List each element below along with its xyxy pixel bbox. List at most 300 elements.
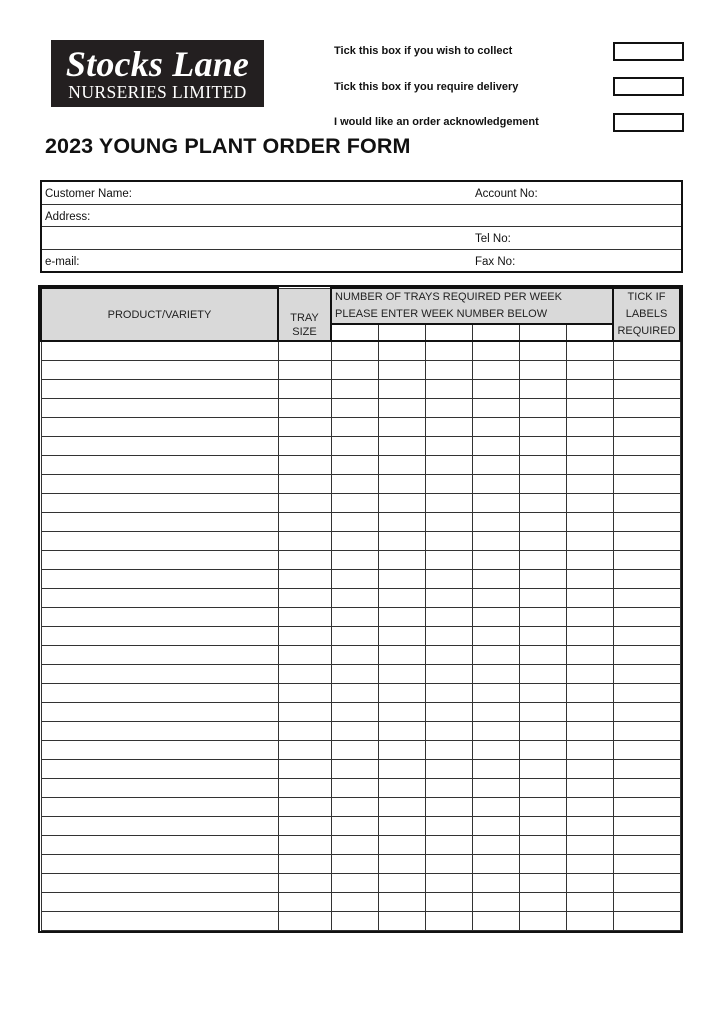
labels-tick-cell[interactable] — [613, 893, 680, 912]
week-quantity-cell[interactable] — [519, 532, 566, 551]
week-quantity-cell[interactable] — [425, 893, 472, 912]
week-quantity-cell[interactable] — [331, 494, 378, 513]
order-row — [41, 779, 680, 798]
week-quantity-cell[interactable] — [331, 817, 378, 836]
product-cell[interactable] — [41, 570, 278, 589]
week-quantity-cell[interactable] — [519, 646, 566, 665]
product-cell[interactable] — [41, 760, 278, 779]
product-cell[interactable] — [41, 855, 278, 874]
week-quantity-cell[interactable] — [331, 341, 378, 361]
labels-tick-cell[interactable] — [613, 760, 680, 779]
company-logo — [51, 40, 264, 107]
week-quantity-cell[interactable] — [472, 874, 519, 893]
week-quantity-cell[interactable] — [472, 608, 519, 627]
week-quantity-cell[interactable] — [425, 437, 472, 456]
labels-header-line-3: REQUIRED — [617, 325, 676, 337]
week-quantity-cell[interactable] — [425, 361, 472, 380]
week-quantity-cell[interactable] — [331, 703, 378, 722]
week-quantity-cell[interactable] — [331, 646, 378, 665]
tray-size-cell[interactable] — [278, 779, 331, 798]
labels-tick-cell[interactable] — [613, 627, 680, 646]
tray-size-cell[interactable] — [278, 665, 331, 684]
tray-size-cell[interactable] — [278, 399, 331, 418]
week-quantity-cell[interactable] — [472, 665, 519, 684]
product-cell[interactable] — [41, 437, 278, 456]
tray-size-cell[interactable] — [278, 456, 331, 475]
product-cell[interactable] — [41, 817, 278, 836]
week-quantity-cell[interactable] — [472, 912, 519, 931]
product-cell[interactable] — [41, 513, 278, 532]
week-quantity-cell[interactable] — [472, 855, 519, 874]
week-quantity-cell[interactable] — [519, 361, 566, 380]
week-quantity-cell[interactable] — [566, 665, 613, 684]
tray-size-cell[interactable] — [278, 437, 331, 456]
product-cell[interactable] — [41, 684, 278, 703]
product-cell[interactable] — [41, 475, 278, 494]
tray-size-cell[interactable] — [278, 551, 331, 570]
week-quantity-cell[interactable] — [331, 874, 378, 893]
week-quantity-cell[interactable] — [519, 779, 566, 798]
week-quantity-cell[interactable] — [566, 798, 613, 817]
week-quantity-cell[interactable] — [331, 836, 378, 855]
week-quantity-cell[interactable] — [566, 570, 613, 589]
week-quantity-cell[interactable] — [519, 589, 566, 608]
week-quantity-cell[interactable] — [425, 589, 472, 608]
labels-tick-cell[interactable] — [613, 779, 680, 798]
week-quantity-cell[interactable] — [519, 665, 566, 684]
week-quantity-cell[interactable] — [472, 589, 519, 608]
week-quantity-cell[interactable] — [331, 475, 378, 494]
delivery-checkbox[interactable] — [613, 77, 684, 96]
week-quantity-cell[interactable] — [472, 646, 519, 665]
week-quantity-cell[interactable] — [331, 399, 378, 418]
tray-size-cell[interactable] — [278, 741, 331, 760]
labels-tick-cell[interactable] — [613, 437, 680, 456]
week-quantity-cell[interactable] — [566, 437, 613, 456]
product-cell[interactable] — [41, 703, 278, 722]
week-quantity-cell[interactable] — [519, 608, 566, 627]
address-label: Address: — [45, 210, 91, 223]
week-quantity-cell[interactable] — [472, 341, 519, 361]
week-quantity-cell[interactable] — [425, 608, 472, 627]
week-quantity-cell[interactable] — [519, 798, 566, 817]
week-quantity-cell[interactable] — [566, 646, 613, 665]
product-cell[interactable] — [41, 361, 278, 380]
week-quantity-cell[interactable] — [566, 608, 613, 627]
week-quantity-cell[interactable] — [378, 760, 425, 779]
week-quantity-cell[interactable] — [331, 912, 378, 931]
week-quantity-cell[interactable] — [425, 760, 472, 779]
week-quantity-cell[interactable] — [519, 893, 566, 912]
week-quantity-cell[interactable] — [472, 703, 519, 722]
week-quantity-cell[interactable] — [425, 456, 472, 475]
week-quantity-cell[interactable] — [472, 684, 519, 703]
week-quantity-cell[interactable] — [331, 418, 378, 437]
week-quantity-cell[interactable] — [519, 684, 566, 703]
week-quantity-cell[interactable] — [472, 399, 519, 418]
address-row[interactable] — [42, 205, 681, 228]
week-quantity-cell[interactable] — [378, 722, 425, 741]
labels-tick-cell[interactable] — [613, 874, 680, 893]
week-quantity-cell[interactable] — [519, 341, 566, 361]
tray-size-cell[interactable] — [278, 893, 331, 912]
week-quantity-cell[interactable] — [425, 855, 472, 874]
product-cell[interactable] — [41, 893, 278, 912]
labels-tick-cell[interactable] — [613, 703, 680, 722]
week-quantity-cell[interactable] — [566, 341, 613, 361]
product-cell[interactable] — [41, 779, 278, 798]
week-quantity-cell[interactable] — [566, 627, 613, 646]
week-quantity-cell[interactable] — [472, 779, 519, 798]
week-quantity-cell[interactable] — [519, 456, 566, 475]
week-quantity-cell[interactable] — [566, 912, 613, 931]
week-quantity-cell[interactable] — [472, 418, 519, 437]
week-quantity-cell[interactable] — [425, 627, 472, 646]
week-quantity-cell[interactable] — [566, 475, 613, 494]
tray-size-cell[interactable] — [278, 798, 331, 817]
week-quantity-cell[interactable] — [566, 418, 613, 437]
week-quantity-cell[interactable] — [425, 494, 472, 513]
labels-tick-cell[interactable] — [613, 684, 680, 703]
product-cell[interactable] — [41, 551, 278, 570]
product-cell[interactable] — [41, 646, 278, 665]
week-quantity-cell[interactable] — [378, 437, 425, 456]
week-quantity-cell[interactable] — [425, 341, 472, 361]
week-quantity-cell[interactable] — [331, 855, 378, 874]
week-quantity-cell[interactable] — [566, 703, 613, 722]
week-quantity-cell[interactable] — [519, 836, 566, 855]
week-quantity-cell[interactable] — [472, 380, 519, 399]
product-cell[interactable] — [41, 608, 278, 627]
product-cell[interactable] — [41, 874, 278, 893]
week-quantity-cell[interactable] — [425, 665, 472, 684]
labels-tick-cell[interactable] — [613, 836, 680, 855]
labels-tick-cell[interactable] — [613, 665, 680, 684]
week-quantity-cell[interactable] — [566, 589, 613, 608]
week-quantity-cell[interactable] — [566, 836, 613, 855]
week-quantity-cell[interactable] — [519, 475, 566, 494]
week-quantity-cell[interactable] — [472, 532, 519, 551]
week-quantity-cell[interactable] — [331, 551, 378, 570]
week-quantity-cell[interactable] — [472, 760, 519, 779]
tray-size-cell[interactable] — [278, 341, 331, 361]
week-quantity-cell[interactable] — [331, 589, 378, 608]
week-quantity-cell[interactable] — [378, 456, 425, 475]
labels-tick-cell[interactable] — [613, 456, 680, 475]
week-number-input[interactable] — [519, 324, 566, 341]
week-quantity-cell[interactable] — [566, 513, 613, 532]
week-quantity-cell[interactable] — [378, 684, 425, 703]
acknowledgement-label: I would like an order acknowledgement — [334, 116, 539, 128]
week-quantity-cell[interactable] — [331, 722, 378, 741]
labels-tick-cell[interactable] — [613, 399, 680, 418]
week-quantity-cell[interactable] — [472, 893, 519, 912]
week-quantity-cell[interactable] — [566, 380, 613, 399]
tray-size-cell[interactable] — [278, 722, 331, 741]
tray-size-cell[interactable] — [278, 684, 331, 703]
product-cell[interactable] — [41, 741, 278, 760]
week-quantity-cell[interactable] — [519, 437, 566, 456]
week-quantity-cell[interactable] — [425, 532, 472, 551]
week-quantity-cell[interactable] — [331, 437, 378, 456]
tray-size-cell[interactable] — [278, 817, 331, 836]
week-quantity-cell[interactable] — [331, 798, 378, 817]
week-quantity-cell[interactable] — [566, 399, 613, 418]
week-quantity-cell[interactable] — [425, 418, 472, 437]
tray-size-cell[interactable] — [278, 532, 331, 551]
week-quantity-cell[interactable] — [566, 817, 613, 836]
product-cell[interactable] — [41, 494, 278, 513]
labels-tick-cell[interactable] — [613, 341, 680, 361]
product-cell[interactable] — [41, 341, 278, 361]
week-quantity-cell[interactable] — [472, 722, 519, 741]
week-quantity-cell[interactable] — [425, 570, 472, 589]
week-quantity-cell[interactable] — [378, 532, 425, 551]
week-quantity-cell[interactable] — [566, 874, 613, 893]
week-quantity-cell[interactable] — [472, 627, 519, 646]
week-quantity-cell[interactable] — [472, 475, 519, 494]
week-quantity-cell[interactable] — [425, 741, 472, 760]
week-number-input[interactable] — [425, 324, 472, 341]
week-quantity-cell[interactable] — [378, 570, 425, 589]
labels-tick-cell[interactable] — [613, 513, 680, 532]
week-quantity-cell[interactable] — [331, 627, 378, 646]
week-quantity-cell[interactable] — [566, 741, 613, 760]
week-quantity-cell[interactable] — [331, 513, 378, 532]
week-quantity-cell[interactable] — [378, 513, 425, 532]
week-quantity-cell[interactable] — [472, 817, 519, 836]
week-number-input[interactable] — [472, 324, 519, 341]
order-row — [41, 798, 680, 817]
week-quantity-cell[interactable] — [566, 722, 613, 741]
week-quantity-cell[interactable] — [378, 741, 425, 760]
week-quantity-cell[interactable] — [472, 513, 519, 532]
week-number-input[interactable] — [566, 324, 613, 341]
labels-tick-cell[interactable] — [613, 912, 680, 931]
week-quantity-cell[interactable] — [378, 893, 425, 912]
week-quantity-cell[interactable] — [331, 741, 378, 760]
week-quantity-cell[interactable] — [331, 532, 378, 551]
week-quantity-cell[interactable] — [425, 475, 472, 494]
week-quantity-cell[interactable] — [472, 551, 519, 570]
tray-size-cell[interactable] — [278, 912, 331, 931]
product-cell[interactable] — [41, 418, 278, 437]
tray-size-cell[interactable] — [278, 589, 331, 608]
week-quantity-cell[interactable] — [331, 665, 378, 684]
week-quantity-cell[interactable] — [519, 551, 566, 570]
product-cell[interactable] — [41, 836, 278, 855]
labels-tick-cell[interactable] — [613, 608, 680, 627]
week-quantity-cell[interactable] — [519, 418, 566, 437]
week-quantity-cell[interactable] — [519, 494, 566, 513]
week-quantity-cell[interactable] — [519, 722, 566, 741]
week-quantity-cell[interactable] — [519, 703, 566, 722]
week-quantity-cell[interactable] — [519, 627, 566, 646]
tray-size-cell[interactable] — [278, 361, 331, 380]
week-quantity-cell[interactable] — [378, 399, 425, 418]
product-cell[interactable] — [41, 456, 278, 475]
product-cell[interactable] — [41, 532, 278, 551]
week-quantity-cell[interactable] — [519, 741, 566, 760]
week-quantity-cell[interactable] — [519, 760, 566, 779]
week-quantity-cell[interactable] — [519, 570, 566, 589]
labels-tick-cell[interactable] — [613, 418, 680, 437]
week-quantity-cell[interactable] — [472, 494, 519, 513]
week-number-input[interactable] — [378, 324, 425, 341]
week-quantity-cell[interactable] — [472, 836, 519, 855]
week-quantity-cell[interactable] — [378, 874, 425, 893]
week-quantity-cell[interactable] — [378, 494, 425, 513]
tray-size-cell[interactable] — [278, 513, 331, 532]
week-quantity-cell[interactable] — [566, 893, 613, 912]
product-cell[interactable] — [41, 798, 278, 817]
week-quantity-cell[interactable] — [425, 513, 472, 532]
week-quantity-cell[interactable] — [378, 703, 425, 722]
tray-size-cell[interactable] — [278, 570, 331, 589]
week-quantity-cell[interactable] — [425, 684, 472, 703]
week-quantity-cell[interactable] — [378, 608, 425, 627]
product-cell[interactable] — [41, 665, 278, 684]
week-quantity-cell[interactable] — [425, 798, 472, 817]
labels-tick-cell[interactable] — [613, 817, 680, 836]
week-quantity-cell[interactable] — [566, 494, 613, 513]
week-quantity-cell[interactable] — [378, 665, 425, 684]
product-cell[interactable] — [41, 627, 278, 646]
week-quantity-cell[interactable] — [566, 684, 613, 703]
week-quantity-cell[interactable] — [378, 817, 425, 836]
week-quantity-cell[interactable] — [378, 646, 425, 665]
week-quantity-cell[interactable] — [378, 627, 425, 646]
labels-tick-cell[interactable] — [613, 646, 680, 665]
week-quantity-cell[interactable] — [425, 646, 472, 665]
week-quantity-cell[interactable] — [425, 703, 472, 722]
tray-size-cell[interactable] — [278, 418, 331, 437]
product-cell[interactable] — [41, 722, 278, 741]
week-quantity-cell[interactable] — [425, 817, 472, 836]
week-quantity-cell[interactable] — [378, 779, 425, 798]
week-quantity-cell[interactable] — [378, 380, 425, 399]
tray-size-cell[interactable] — [278, 475, 331, 494]
labels-tick-cell[interactable] — [613, 570, 680, 589]
product-cell[interactable] — [41, 399, 278, 418]
labels-tick-cell[interactable] — [613, 798, 680, 817]
week-quantity-cell[interactable] — [378, 798, 425, 817]
week-quantity-cell[interactable] — [519, 513, 566, 532]
week-quantity-cell[interactable] — [472, 798, 519, 817]
week-quantity-cell[interactable] — [331, 380, 378, 399]
labels-tick-cell[interactable] — [613, 475, 680, 494]
labels-tick-cell[interactable] — [613, 722, 680, 741]
tray-size-cell[interactable] — [278, 494, 331, 513]
product-cell[interactable] — [41, 380, 278, 399]
week-quantity-cell[interactable] — [519, 817, 566, 836]
labels-tick-cell[interactable] — [613, 741, 680, 760]
labels-tick-cell[interactable] — [613, 589, 680, 608]
week-quantity-cell[interactable] — [378, 418, 425, 437]
labels-tick-cell[interactable] — [613, 855, 680, 874]
week-quantity-cell[interactable] — [519, 399, 566, 418]
week-quantity-cell[interactable] — [378, 361, 425, 380]
week-quantity-cell[interactable] — [331, 779, 378, 798]
order-row — [41, 893, 680, 912]
week-quantity-cell[interactable] — [472, 361, 519, 380]
week-number-input[interactable] — [331, 324, 378, 341]
week-quantity-cell[interactable] — [378, 836, 425, 855]
acknowledgement-checkbox[interactable] — [613, 113, 684, 132]
week-quantity-cell[interactable] — [566, 760, 613, 779]
collect-checkbox[interactable] — [613, 42, 684, 61]
week-quantity-cell[interactable] — [566, 551, 613, 570]
week-quantity-cell[interactable] — [378, 475, 425, 494]
tray-size-cell[interactable] — [278, 627, 331, 646]
week-quantity-cell[interactable] — [378, 912, 425, 931]
tray-size-cell[interactable] — [278, 760, 331, 779]
tray-size-cell[interactable] — [278, 608, 331, 627]
tray-size-cell[interactable] — [278, 703, 331, 722]
week-quantity-cell[interactable] — [378, 341, 425, 361]
labels-tick-cell[interactable] — [613, 551, 680, 570]
week-quantity-cell[interactable] — [425, 722, 472, 741]
week-quantity-cell[interactable] — [519, 855, 566, 874]
tray-size-cell[interactable] — [278, 836, 331, 855]
week-quantity-cell[interactable] — [566, 361, 613, 380]
tray-size-cell[interactable] — [278, 855, 331, 874]
week-quantity-cell[interactable] — [519, 874, 566, 893]
week-quantity-cell[interactable] — [472, 456, 519, 475]
week-quantity-cell[interactable] — [566, 456, 613, 475]
week-quantity-cell[interactable] — [378, 589, 425, 608]
week-quantity-cell[interactable] — [566, 855, 613, 874]
customer-name-row[interactable] — [42, 182, 681, 205]
week-quantity-cell[interactable] — [425, 399, 472, 418]
week-quantity-cell[interactable] — [472, 437, 519, 456]
tray-size-cell[interactable] — [278, 646, 331, 665]
week-quantity-cell[interactable] — [566, 532, 613, 551]
week-quantity-cell[interactable] — [472, 741, 519, 760]
address-line-2-row[interactable] — [42, 227, 681, 250]
week-quantity-cell[interactable] — [425, 779, 472, 798]
week-quantity-cell[interactable] — [519, 912, 566, 931]
week-quantity-cell[interactable] — [425, 874, 472, 893]
week-quantity-cell[interactable] — [378, 551, 425, 570]
week-quantity-cell[interactable] — [519, 380, 566, 399]
week-quantity-cell[interactable] — [331, 570, 378, 589]
week-quantity-cell[interactable] — [425, 836, 472, 855]
week-quantity-cell[interactable] — [425, 912, 472, 931]
week-quantity-cell[interactable] — [331, 893, 378, 912]
product-cell[interactable] — [41, 912, 278, 931]
labels-tick-cell[interactable] — [613, 380, 680, 399]
week-quantity-cell[interactable] — [331, 608, 378, 627]
email-row[interactable] — [42, 250, 681, 272]
labels-tick-cell[interactable] — [613, 532, 680, 551]
labels-tick-cell[interactable] — [613, 494, 680, 513]
tray-size-cell[interactable] — [278, 380, 331, 399]
week-quantity-cell[interactable] — [331, 361, 378, 380]
week-quantity-cell[interactable] — [425, 380, 472, 399]
week-quantity-cell[interactable] — [566, 779, 613, 798]
tray-size-cell[interactable] — [278, 874, 331, 893]
weeks-header-line-2: PLEASE ENTER WEEK NUMBER BELOW — [335, 308, 548, 320]
week-quantity-cell[interactable] — [331, 684, 378, 703]
product-cell[interactable] — [41, 589, 278, 608]
labels-tick-cell[interactable] — [613, 361, 680, 380]
week-quantity-cell[interactable] — [378, 855, 425, 874]
week-quantity-cell[interactable] — [331, 456, 378, 475]
week-quantity-cell[interactable] — [331, 760, 378, 779]
week-quantity-cell[interactable] — [425, 551, 472, 570]
week-quantity-cell[interactable] — [472, 570, 519, 589]
